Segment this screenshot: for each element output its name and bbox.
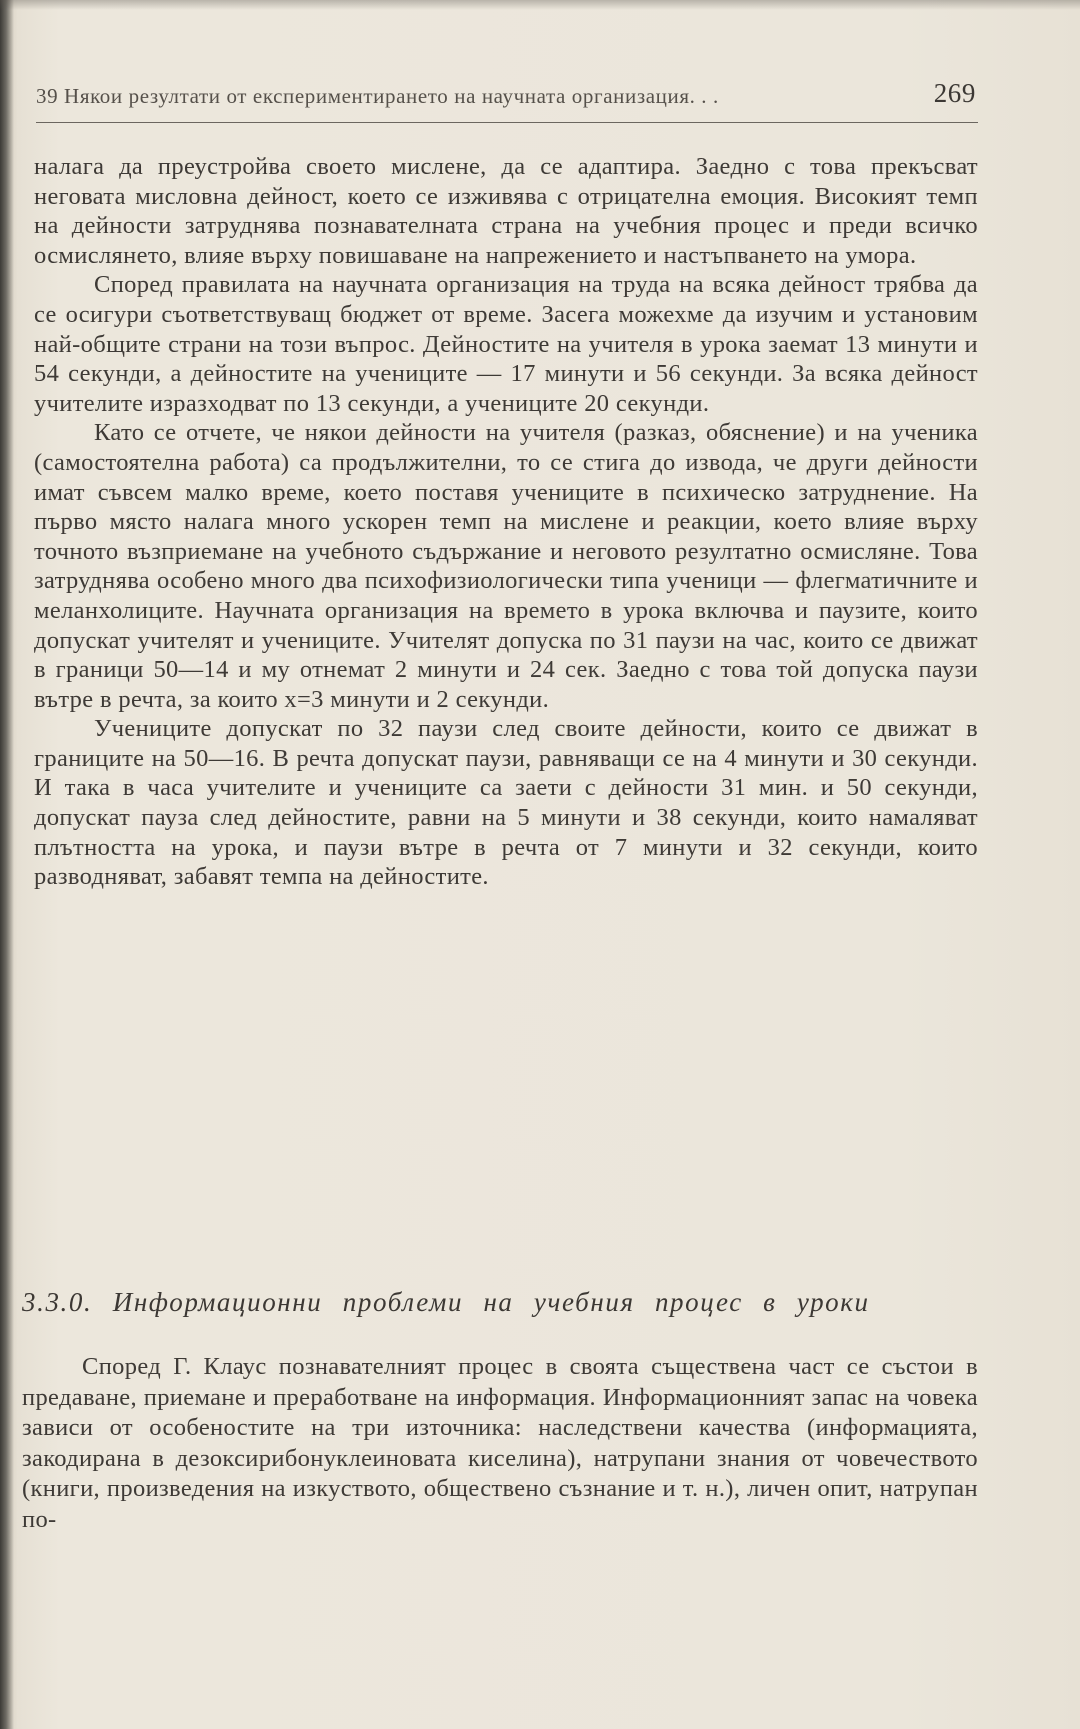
- section-body-text: [22, 1352, 978, 1535]
- page-top-shadow: [0, 0, 1080, 10]
- paragraph-time-budget: Според правилата на научната организация на труда на всяка дейност трябва да се осигури съответствуващ бюджет от време. Засега можехме да изучим и установим най-общите страни на този въпрос. Дейностите на учителя в урока заемат 13 минути и 54 секунди, а дейностите на учениците — 17 минути и 56 секунди. За всяка дейност учителите изразходват по 13 секунди, а учениците 20 секунди.: [34, 271, 978, 417]
- running-header: [36, 78, 978, 123]
- section-heading: [22, 1287, 978, 1318]
- book-spine-shadow: [0, 0, 14, 1729]
- running-header-title: 39 Някои резултати от експериментирането на научната организация. . .: [36, 84, 719, 108]
- paragraph-student-pauses: Учениците допускат по 32 паузи след своите дейности, които се движат в границите на 50—16. В речта допускат паузи, равняващи се на 4 минути и 30 секунди. И така в часа учителите и учениците са заети с дейности 31 мин. и 50 секунди, допускат пауза след дейностите, равни на 5 минути и 38 секунди, които намаляват плътността на урока, и паузи вътре в речта от 7 минути и 32 секунди, които разводняват, забавят темпа на дейностите.: [34, 715, 978, 891]
- section-title: Информационни проблеми на учебния процес в уроки: [112, 1287, 870, 1317]
- section-number: 3.3.0.: [22, 1287, 93, 1317]
- paragraph-information: Според Г. Клаус познавателният процес в своята съществена част се състои в предаване, приемане и преработване на информация. Информационният запас на човека зависи от особеностите на три източника: наследствени качества (информацията, закодирана в дезоксирибонуклеиновата киселина), натрупани знания от човечеството (книги, произведения на изкуството, обществено съзнание и т. н.), личен опит, натрупан по-: [22, 1353, 978, 1533]
- paragraph-pauses: Като се отчете, че някои дейности на учителя (разказ, обяснение) и на ученика (самостоятелна работа) са продължителни, то се стига до извода, че други дейности имат съвсем малко време, което поставя учениците в психическо затруднение. На първо място налага много ускорен темп на мислене и реакции, което влияе върху точното възприемане на учебното съдържание и неговото резултатно осмисляне. Това затруднява особено много два психофизиологически типа ученици — флегматичните и меланхолиците. Научната организация на времето в урока включва и паузите, които допускат учителят и учениците. Учителят допуска по 31 паузи на час, които се движат в граници 50—14 и му отнемат 2 минути и 24 сек. Заедно с това той допуска паузи вътре в речта, за които x=3 минути и 2 секунди.: [34, 419, 978, 713]
- page-number: 269: [933, 78, 976, 108]
- paragraph-continuation: налага да преустройва своето мислене, да се адаптира. Заедно с това прекъсват неговата мисловна дейност, което се изживява с отрицателна емоция. Високият темп на дейности затруднява познавателната страна на учебния процес и преди всичко осмислянето, влияе върху повишаване на напрежението и настъпването на умора.: [34, 153, 978, 269]
- body-text: [34, 152, 978, 892]
